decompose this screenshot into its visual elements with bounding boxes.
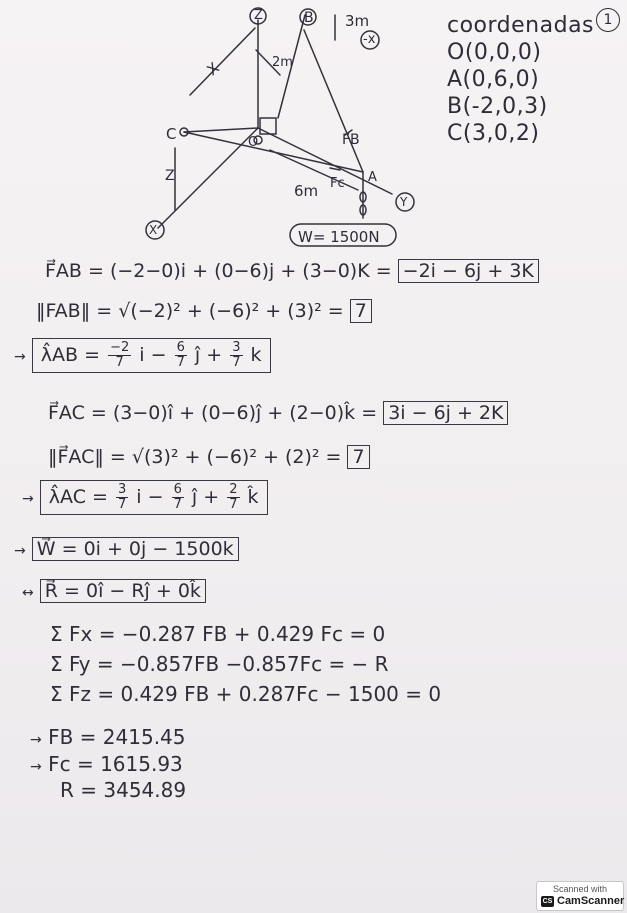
eq-fac-result: 3i − 6j + 2K xyxy=(383,401,508,425)
eq-fab-lhs: F⃗AB = (−2−0)i + (0−6)j + (3−0)K = xyxy=(45,260,392,282)
weight-label: W= 1500N xyxy=(298,228,380,246)
camscanner-logo-icon: CS xyxy=(542,898,553,905)
z-dimension-label: Z xyxy=(165,168,175,184)
fb-label: FB xyxy=(342,132,360,148)
a-point-label: A xyxy=(368,170,377,185)
watermark-name: CamScanner xyxy=(557,895,625,907)
arrow-mark-icon: → xyxy=(30,732,42,748)
x-dimension-label: X xyxy=(203,58,223,80)
coord-a: A(0,6,0) xyxy=(447,67,540,92)
arrow-mark-icon: → xyxy=(14,543,26,559)
eq-w xyxy=(14,538,239,560)
eq-fac-lhs: F⃗AC = (3−0)î + (0−6)ĵ + (2−0)k̂ = xyxy=(48,402,378,424)
eq-fab xyxy=(45,260,539,282)
coordinates-title: coordenadas xyxy=(447,13,595,38)
eq-fab-magnitude xyxy=(36,300,372,322)
arrow-mark-icon: → xyxy=(14,349,26,365)
b-point-label: B xyxy=(304,10,314,26)
page-number: 1 xyxy=(596,8,620,32)
lambda-ac-frac-2: $\frac{6}{7}$ xyxy=(173,482,182,512)
eq-r xyxy=(22,580,206,602)
lambda-ab-frac-2: $\frac{6}{7}$ xyxy=(176,340,185,370)
neg-x-label: -x xyxy=(363,32,376,47)
eq-fac xyxy=(48,402,508,424)
lambda-ac-frac-3: $\frac{2}{7}$ xyxy=(229,482,238,512)
eq-fab-result: −2i − 6j + 3K xyxy=(398,259,539,283)
arrow-mark-icon: ↔ xyxy=(22,585,34,601)
eq-lambda-ac xyxy=(22,480,268,515)
coord-c: C(3,0,2) xyxy=(447,121,540,146)
eq-lambda-ab xyxy=(14,338,271,373)
two-m-label: 2m xyxy=(272,55,293,70)
arrow-mark-icon: → xyxy=(22,491,34,507)
origin-box xyxy=(260,118,276,134)
lambda-ac-box: λ̂AC = $\frac{3}{7}$ i − $\frac{6}{7}$ ĵ + $\frac{2}{7}$ k̂ xyxy=(40,480,268,515)
coordinates-block xyxy=(447,12,594,147)
eq-sum-fx: Σ Fx = −0.287 FB + 0.429 Fc = 0 xyxy=(50,622,386,646)
eq-fac-mag-result: 7 xyxy=(347,445,369,469)
watermark-top-text: Scanned with xyxy=(552,884,608,894)
y-axis-label: Y xyxy=(400,195,408,209)
coord-o: O(0,0,0) xyxy=(447,40,542,65)
result-r: R = 3454.89 xyxy=(60,778,187,802)
z-axis-label: Z xyxy=(254,8,263,23)
x-axis-label: X xyxy=(149,223,158,237)
lambda-ab-frac-3: $\frac{3}{7}$ xyxy=(232,340,241,370)
arrow-mark-icon: → xyxy=(30,759,42,775)
result-fb: → FB = 2415.45 xyxy=(30,725,186,749)
eq-fac-mag-lhs: ‖F⃗AC‖ = √(3)² + (−6)² + (2)² = xyxy=(48,446,342,468)
cable-ab xyxy=(304,30,363,172)
fc-label: Fc xyxy=(330,176,345,191)
c-to-o-line xyxy=(184,128,258,132)
coord-b: B(-2,0,3) xyxy=(447,94,548,119)
result-fc: → Fc = 1615.93 xyxy=(30,752,183,776)
lambda-ab-lhs: λ̂AB = xyxy=(40,344,101,366)
three-m-label: 3m xyxy=(345,12,370,30)
c-point-label: C xyxy=(166,125,177,143)
lambda-ac-frac-1: $\frac{3}{7}$ xyxy=(117,482,127,512)
eq-fab-mag-lhs: ‖FAB‖ = √(−2)² + (−6)² + (3)² = xyxy=(36,300,344,322)
lambda-ab-frac-1: $\frac{-2}{7}$ xyxy=(110,340,130,370)
eq-fac-magnitude xyxy=(48,446,370,468)
eq-r-box: R⃗ = 0î − Rĵ + 0k̂ xyxy=(40,579,206,603)
eq-fab-mag-result: 7 xyxy=(350,299,372,323)
eq-sum-fz: Σ Fz = 0.429 FB + 0.287Fc − 1500 = 0 xyxy=(50,682,442,706)
lambda-ac-lhs: λ̂AC = xyxy=(48,486,108,508)
six-m-label: 6m xyxy=(294,182,319,200)
o-point-label: O xyxy=(248,135,259,150)
camscanner-watermark xyxy=(536,881,624,911)
lambda-ab-box: λ̂AB = $\frac{-2}{7}$ i − $\frac{6}{7}$ ĵ + $\frac{3}{7}$ k xyxy=(32,338,271,373)
eq-w-box: W⃗ = 0i + 0j − 1500k xyxy=(32,537,239,561)
x-dimension-line xyxy=(190,28,255,95)
eq-sum-fy: Σ Fy = −0.857FB −0.857Fc = − R xyxy=(50,652,389,676)
